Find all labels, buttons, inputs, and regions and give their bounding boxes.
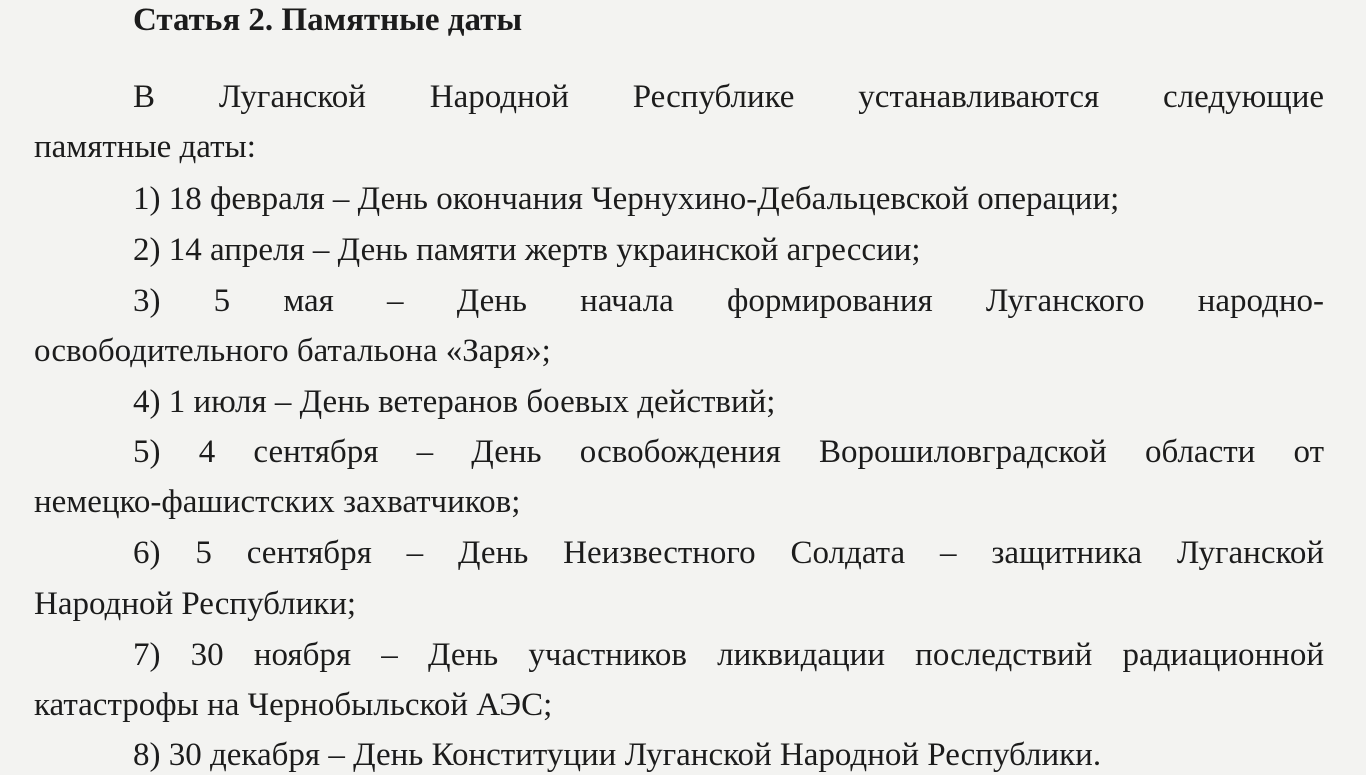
list-item-4: 4) 1 июля – День ветеранов боевых действий; [133, 384, 776, 420]
list-item-2: 2) 14 апреля – День памяти жертв украинской агрессии; [133, 232, 921, 268]
article-heading: Статья 2. Памятные даты [133, 2, 523, 38]
list-item-5: 5) 4 сентября – День освобождения Ворошиловградской области от [133, 434, 1324, 470]
list-item-1: 1) 18 февраля – День окончания Чернухино-Дебальцевской операции; [133, 181, 1120, 217]
list-item-6-cont: Народной Республики; [34, 586, 357, 622]
list-item-3: 3) 5 мая – День начала формирования Луганского народно- [133, 283, 1324, 319]
list-item-8: 8) 30 декабря – День Конституции Луганской Народной Республики. [133, 737, 1102, 773]
list-item-7: 7) 30 ноября – День участников ликвидации последствий радиационной [133, 637, 1324, 673]
list-item-5-cont: немецко-фашистских захватчиков; [34, 484, 521, 520]
list-item-6: 6) 5 сентября – День Неизвестного Солдата – защитника Луганской [133, 535, 1324, 571]
list-item-7-cont: катастрофы на Чернобыльской АЭС; [34, 687, 553, 723]
list-item-3-cont: освободительного батальона «Заря»; [34, 333, 551, 369]
intro-line-1: В Луганской Народной Республике устанавливаются следующие [133, 79, 1324, 115]
intro-line-2: памятные даты: [34, 129, 256, 165]
